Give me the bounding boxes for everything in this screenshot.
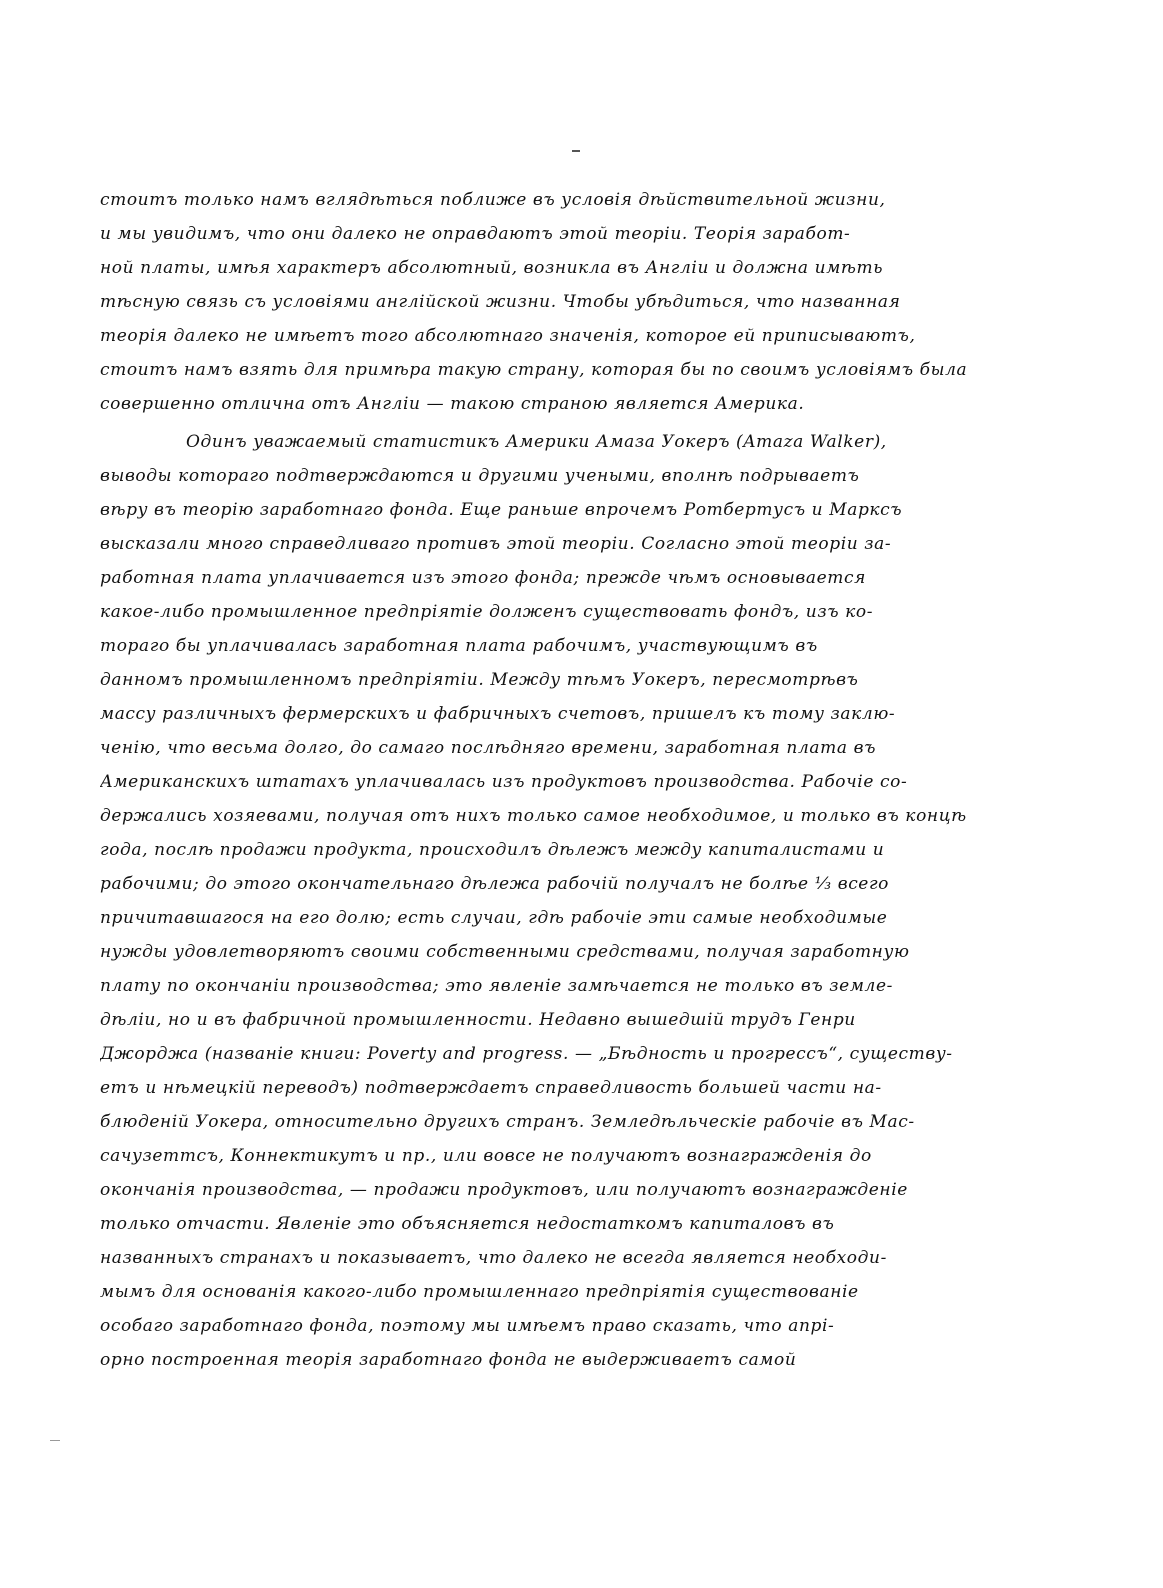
text-line: мымъ для основанія какого-либо промышленнаго предпріятія существованіе <box>100 1282 859 1302</box>
text-line: тѣсную связь съ условіями англійской жизни. Чтобы убѣдиться, что названная <box>100 292 901 312</box>
text-line: высказали много справедливаго противъ этой теоріи. Согласно этой теоріи за- <box>100 534 892 554</box>
text-line: и мы увидимъ, что они далеко не оправдаютъ этой теоріи. Теорія заработ- <box>100 224 851 244</box>
text-line: названныхъ странахъ и показываетъ, что далеко не всегда является необходи- <box>100 1248 887 1268</box>
text-line: года, послѣ продажи продукта, происходилъ дѣлежъ между капиталистами и <box>100 840 885 860</box>
text-line: данномъ промышленномъ предпріятіи. Между тѣмъ Уокеръ, пересмотрѣвъ <box>100 670 859 690</box>
text-line: стоитъ только намъ вглядѣться поближе въ условія дѣйствительной жизни, <box>100 190 886 210</box>
text-line: теорія далеко не имѣетъ того абсолютнаго значенія, которое ей приписываютъ, <box>100 326 916 346</box>
text-line: только отчасти. Явленіе это объясняется недостаткомъ капиталовъ въ <box>100 1214 835 1234</box>
text-line: сачузеттсъ, Коннектикутъ и пр., или вовсе не получаютъ вознагражденія до <box>100 1146 872 1166</box>
text-line: вѣру въ теорію заработнаго фонда. Еще раньше впрочемъ Ротбертусъ и Марксъ <box>100 500 903 520</box>
text-line: Джорджа (названіе книги: Poverty and progress. — „Бѣдность и прогрессъ“, существу- <box>100 1044 953 1064</box>
text-line: нужды удовлетворяютъ своими собственными средствами, получая заработную <box>100 942 910 962</box>
text-line: массу различныхъ фермерскихъ и фабричныхъ счетовъ, пришелъ къ тому заклю- <box>100 704 896 724</box>
text-line: работная плата уплачивается изъ этого фонда; прежде чѣмъ основывается <box>100 568 867 588</box>
text-line: етъ и нѣмецкій переводъ) подтверждаетъ справедливость большей части на- <box>100 1078 882 1098</box>
paragraph-start-line: Одинъ уважаемый статистикъ Америки Амаза Уокеръ (Amaza Walker), <box>186 432 887 452</box>
text-line: блюденій Уокера, относительно другихъ странъ. Земледѣльческіе рабочіе въ Мас- <box>100 1112 915 1132</box>
text-line: выводы котораго подтверждаются и другими учеными, вполнѣ подрываетъ <box>100 466 860 486</box>
text-line: держались хозяевами, получая отъ нихъ только самое необходимое, и только въ концѣ <box>100 806 967 826</box>
page-margin-mark <box>50 1440 60 1441</box>
text-line: особаго заработнаго фонда, поэтому мы имѣемъ право сказать, что апрі- <box>100 1316 835 1336</box>
text-line: орно построенная теорія заработнаго фонда не выдерживаетъ самой <box>100 1350 797 1370</box>
text-line: стоитъ намъ взять для примѣра такую страну, которая бы по своимъ условіямъ была <box>100 360 968 380</box>
text-line: дѣліи, но и въ фабричной промышленности. Недавно вышедшій трудъ Генри <box>100 1010 856 1030</box>
text-line: плату по окончаніи производства; это явленіе замѣчается не только въ земле- <box>100 976 893 996</box>
text-line: причитавшагося на его долю; есть случаи, гдѣ рабочіе эти самые необходимые <box>100 908 888 928</box>
text-line: ной платы, имѣя характеръ абсолютный, возникла въ Англіи и должна имѣть <box>100 258 884 278</box>
text-line: совершенно отлична отъ Англіи — такою страною является Америка. <box>100 394 805 414</box>
text-line: окончанія производства, — продажи продуктовъ, или получаютъ вознагражденіе <box>100 1180 908 1200</box>
page-top-mark <box>572 150 580 152</box>
text-line: ченію, что весьма долго, до самаго послѣдняго времени, заработная плата въ <box>100 738 877 758</box>
text-line: какое-либо промышленное предпріятіе долженъ существовать фондъ, изъ ко- <box>100 602 874 622</box>
text-line: Американскихъ штатахъ уплачивалась изъ продуктовъ производства. Рабочіе со- <box>100 772 908 792</box>
text-line: рабочими; до этого окончательнаго дѣлежа рабочій получалъ не болѣе ⅓ всего <box>100 874 889 894</box>
text-line: тораго бы уплачивалась заработная плата рабочимъ, участвующимъ въ <box>100 636 818 656</box>
